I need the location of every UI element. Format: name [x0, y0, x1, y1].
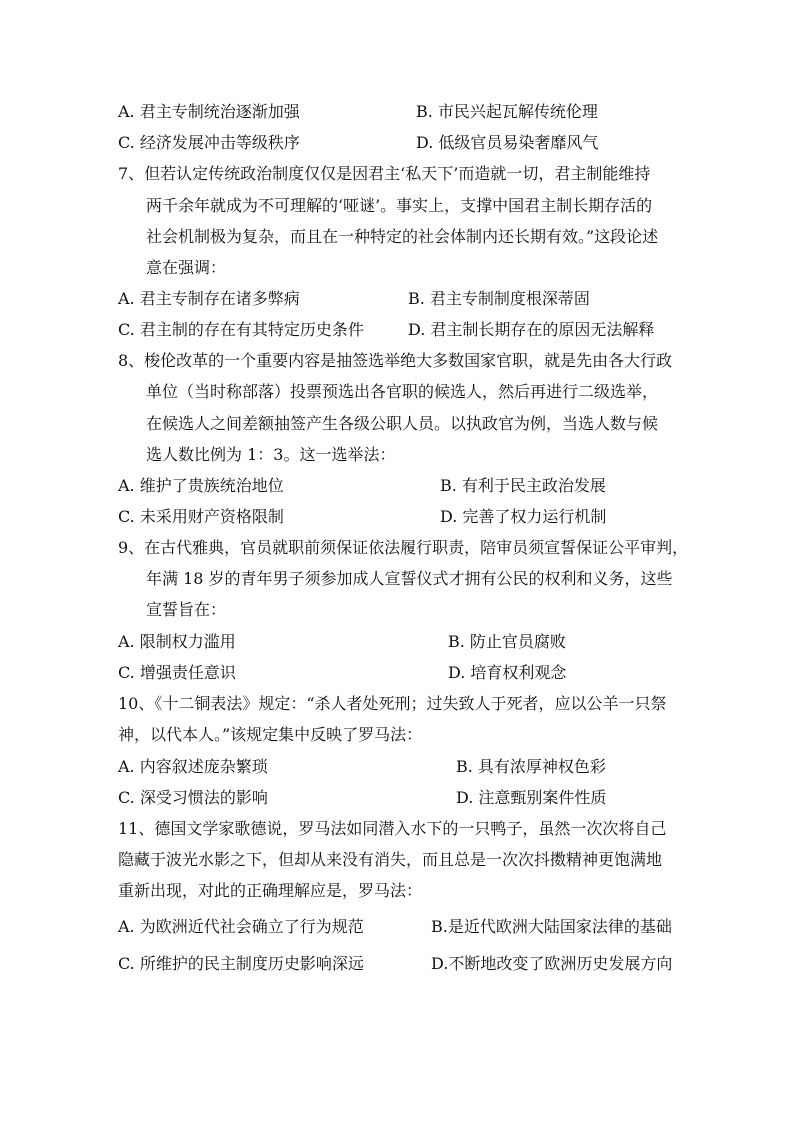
q7-option-b: B. 君主专制制度根深蒂固	[408, 289, 590, 308]
q8-option-a: A. 维护了贵族统治地位	[118, 476, 284, 495]
q8-option-c: C. 未采用财产资格限制	[118, 507, 284, 526]
q11-option-b: B.是近代欧洲大陆国家法律的基础	[431, 917, 672, 936]
q11-option-d: D.不断地改变了欧洲历史发展方向	[431, 954, 673, 973]
q9-stem-line-1: 9、在古代雅典，官员就职前须保证依法履行职责，陪审员须宣誓保证公平审判，	[118, 538, 689, 557]
q6-option-d: D. 低级官员易染奢靡风气	[416, 133, 599, 152]
q9-option-b: B. 防止官员腐败	[448, 632, 566, 651]
q7-stem-line-1: 7、但若认定传统政治制度仅仅是因君主‘私天下’而造就一切，君主制能维持	[118, 164, 651, 183]
q9-stem-line-3: 宣誓旨在：	[146, 600, 227, 619]
q8-stem-line-1: 8、梭伦改革的一个重要内容是抽签选举绝大多数国家官职，就是先由各大行政	[118, 351, 673, 370]
q11-stem-line-3: 重新出现，对此的正确理解应是，罗马法：	[118, 881, 423, 900]
q8-stem-line-2: 单位（当时称部落）投票预选出各官职的候选人，然后再进行二级选举，	[146, 382, 659, 401]
q9-option-d: D. 培育权利观念	[448, 663, 567, 682]
q11-stem-line-1: 11、德国文学家歌德说，罗马法如同潜入水下的一只鸭子，虽然一次次将自己	[118, 819, 667, 838]
q9-stem-line-2: 年满 18 岁的青年男子须参加成人宣誓仪式才拥有公民的权利和义务，这些	[146, 569, 673, 588]
q6-option-c: C. 经济发展冲击等级秩序	[118, 133, 300, 152]
q8-option-b: B. 有利于民主政治发展	[440, 476, 606, 495]
q10-option-b: B. 具有浓厚神权色彩	[456, 757, 606, 776]
q9-option-c: C. 增强责任意识	[118, 663, 236, 682]
q8-stem-line-3: 在候选人之间差额抽签产生各级公职人员。以执政官为例，当选人数与候	[146, 414, 659, 433]
q8-option-d: D. 完善了权力运行机制	[440, 507, 607, 526]
q11-option-c: C. 所维护的民主制度历史影响深远	[118, 954, 364, 973]
q6-option-a: A. 君主专制统治逐渐加强	[118, 102, 300, 121]
q9-option-a: A. 限制权力滥用	[118, 632, 236, 651]
q11-option-a: A. 为欧洲近代社会确立了行为规范	[118, 917, 364, 936]
q10-stem-line-2: 神，以代本人。”该规定集中反映了罗马法：	[118, 725, 423, 744]
q7-stem-line-3: 社会机制极为复杂，而且在一种特定的社会体制内还长期有效。”这段论述	[146, 227, 659, 246]
q10-stem-line-1: 10、《十二铜表法》规定：“杀人者处死刑；过失致人于死者，应以公羊一只祭	[118, 694, 667, 713]
q8-stem-line-4: 选人数比例为 1：3。这一选举法：	[146, 445, 396, 464]
q7-option-c: C. 君主制的存在有其特定历史条件	[118, 320, 364, 339]
q10-option-a: A. 内容叙述庞杂繁琐	[118, 757, 268, 776]
q7-option-a: A. 君主专制存在诸多弊病	[118, 289, 300, 308]
q6-option-b: B. 市民兴起瓦解传统伦理	[416, 102, 598, 121]
q7-stem-line-4: 意在强调：	[146, 258, 227, 277]
q11-stem-line-2: 隐藏于波光水影之下，但却从来没有消失，而且总是一次次抖擞精神更饱满地	[118, 850, 663, 869]
q10-option-c: C. 深受习惯法的影响	[118, 788, 268, 807]
q7-stem-line-2: 两千余年就成为不可理解的‘哑谜’。事实上，支撑中国君主制长期存活的	[146, 196, 653, 215]
q10-option-d: D. 注意甄别案件性质	[456, 788, 607, 807]
q7-option-d: D. 君主制长期存在的原因无法解释	[408, 320, 655, 339]
